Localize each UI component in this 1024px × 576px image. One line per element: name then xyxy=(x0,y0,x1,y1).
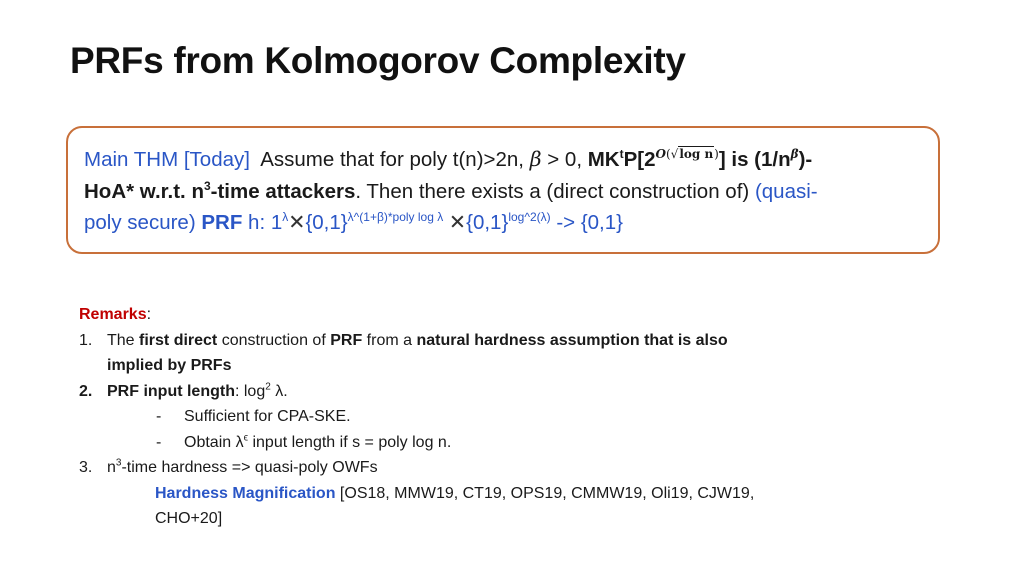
theorem-line-2 xyxy=(84,177,924,207)
remark-2-sup: 2 xyxy=(265,381,271,393)
remark-2-sub-2-sup: ϵ xyxy=(243,432,249,444)
remark-1-implied: implied by PRFs xyxy=(107,357,232,374)
then-text: . Then there exists a (direct construction of) xyxy=(355,180,755,203)
theorem-label: Main THM [Today] xyxy=(84,148,250,171)
remark-2-sub-2-text-b: input length if s = poly log n. xyxy=(248,433,452,451)
beta-symbol: β xyxy=(529,147,542,171)
remark-3 xyxy=(79,455,959,481)
slide-title: PRFs from Kolmogorov Complexity xyxy=(70,40,686,81)
hardness-magnification-refs-2: CHO+20] xyxy=(155,510,223,527)
hoa-text: HoA* w.r.t. n xyxy=(84,180,204,203)
remark-1-prf: PRF xyxy=(330,331,363,349)
mktp-t-sup: t xyxy=(619,147,624,162)
poly-secure-text: poly secure) xyxy=(84,211,202,234)
remark-2-sub-2-text-a: Obtain λ xyxy=(184,433,244,451)
mktp-p-open: P[2 xyxy=(623,148,656,171)
remarks-colon: : xyxy=(146,306,152,323)
remark-1-text-c: construction of xyxy=(217,331,331,349)
remark-2-text: : log xyxy=(234,382,266,400)
remark-1-first-direct: first direct xyxy=(139,331,218,349)
attackers-text: -time attackers xyxy=(210,180,356,203)
remark-3-magnification xyxy=(79,481,959,507)
theorem-line-3 xyxy=(84,207,924,238)
exponent-o: O xyxy=(655,147,666,161)
remark-1-number: 1. xyxy=(79,331,93,349)
remark-2-number: 2. xyxy=(79,382,93,400)
remarks-section xyxy=(79,302,959,532)
remark-3-refs-continued xyxy=(79,506,959,532)
remark-3-text: -time hardness => quasi-poly OWFs xyxy=(121,459,378,476)
remark-2-sub-1-dash: - xyxy=(156,408,162,425)
remark-2-sub-1 xyxy=(79,404,959,430)
remark-2-sub-1-text: Sufficient for CPA-SKE. xyxy=(184,408,351,425)
times-symbol-2: ✕ xyxy=(448,210,467,234)
quasi-text: (quasi- xyxy=(754,180,818,203)
theorem-text-assume: Assume that for poly t(n)>2n, xyxy=(260,148,530,171)
h-text: h: 1 xyxy=(242,211,283,234)
remark-3-sup: 3 xyxy=(115,457,122,469)
theorem-is: ] is (1/n xyxy=(718,148,791,171)
remarks-label: Remarks xyxy=(79,306,147,323)
remark-1-text-a: The xyxy=(107,331,140,349)
sqrt-radicand: log n xyxy=(679,147,714,161)
theorem-text-gt0: > 0, xyxy=(541,148,588,171)
set-2: {0,1} xyxy=(466,211,509,234)
hoa-sup: 3 xyxy=(203,179,211,194)
remark-3-n: n xyxy=(107,459,116,476)
remark-1-text-e: from a xyxy=(362,331,417,349)
beta-sup: β xyxy=(790,147,799,162)
hardness-magnification-label: Hardness Magnification xyxy=(155,484,336,502)
remark-2-sub-2 xyxy=(79,430,959,456)
theorem-line-1 xyxy=(84,144,924,177)
lambda-sup: λ xyxy=(282,210,289,225)
remark-2 xyxy=(79,379,959,405)
remark-2-after: λ. xyxy=(270,382,288,400)
exponent-sqrt: (√log n) xyxy=(665,147,719,161)
remark-3-number: 3. xyxy=(79,459,93,476)
hardness-magnification-refs: [OS18, MMW19, CT19, OPS19, CMMW19, Oli19, CJW19, xyxy=(335,484,755,502)
set-1: {0,1} xyxy=(305,211,348,234)
theorem-close: )- xyxy=(798,148,813,171)
set-1-sup: λ^(1+β)*poly log λ xyxy=(347,210,444,225)
main-theorem-box xyxy=(66,126,940,254)
remarks-heading xyxy=(79,302,959,328)
remark-2-sub-2-dash: - xyxy=(156,433,162,451)
remark-2-label: PRF input length xyxy=(107,382,235,400)
arrow-output: -> {0,1} xyxy=(550,211,624,234)
prf-text: PRF xyxy=(201,211,243,234)
times-symbol-1: ✕ xyxy=(288,210,306,234)
mktp-mk: MK xyxy=(587,148,620,171)
remark-1-continued xyxy=(79,353,959,379)
remark-1 xyxy=(79,328,959,354)
remark-1-assumption: natural hardness assumption that is also xyxy=(416,331,728,349)
set-2-sup: log^2(λ) xyxy=(508,210,551,225)
